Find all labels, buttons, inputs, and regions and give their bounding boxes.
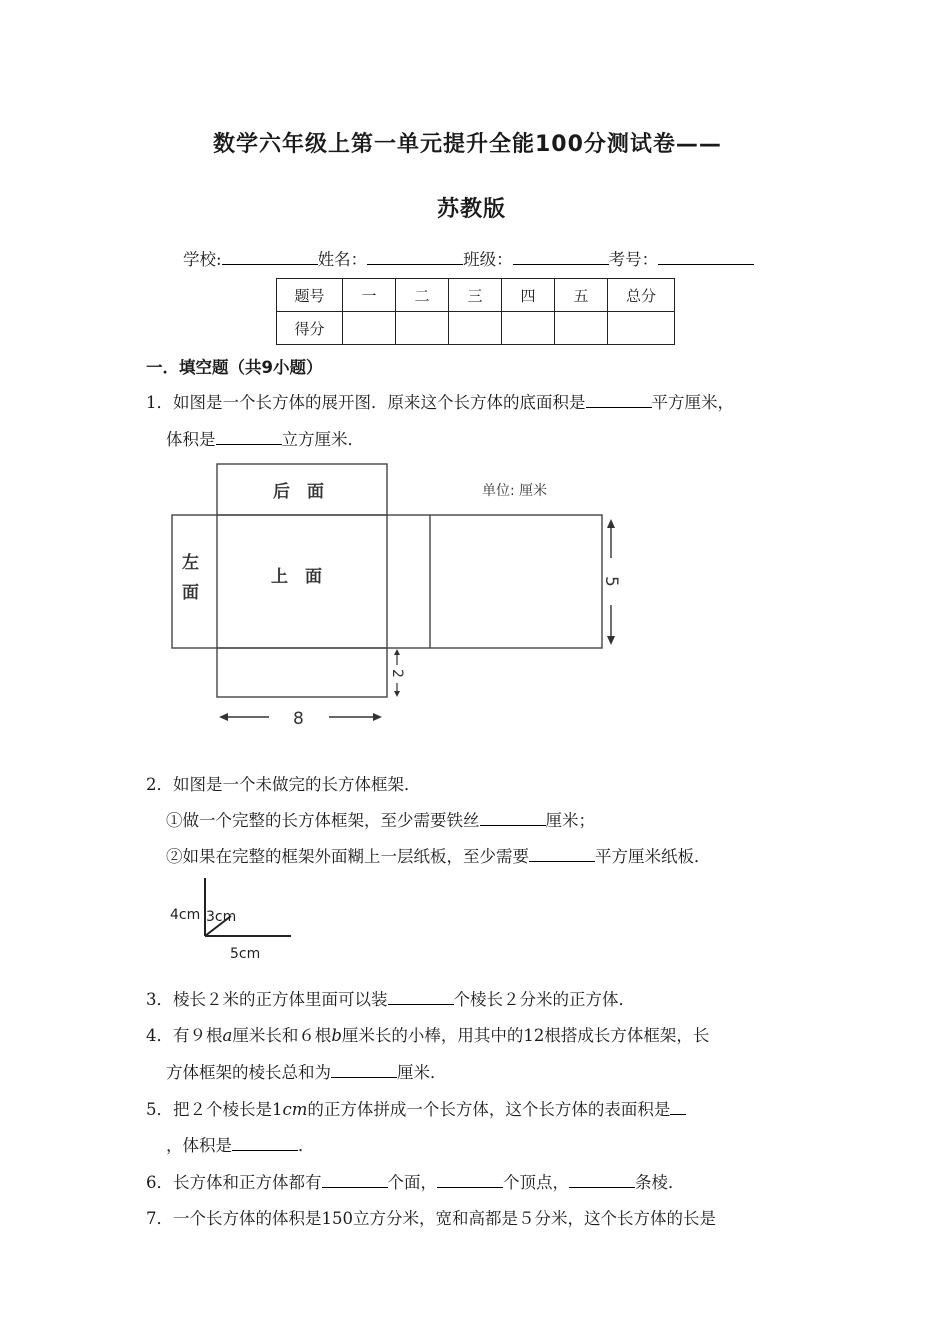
dim-label-width: 8	[293, 709, 304, 729]
q4-var-a: a	[222, 1026, 233, 1045]
name-label: 姓名：	[317, 250, 368, 269]
score-header-cell: 总分	[608, 279, 675, 312]
net-unit-label: 单位: 厘米	[482, 483, 548, 499]
frame-label-5cm: 5cm	[230, 946, 261, 962]
question-4-line-1	[146, 1022, 709, 1046]
q3-text-b: 个棱长２分米的正方体．	[453, 990, 635, 1009]
net-back-label: 后 面	[273, 482, 324, 502]
student-info-line	[183, 246, 754, 270]
q3-blank[interactable]	[388, 990, 454, 1005]
q2-text-c: ②如果在完整的框架外面糊上一层纸板，至少需要	[166, 847, 529, 866]
frame-label-3cm: 3cm	[206, 909, 237, 925]
q5-text-d: ．	[298, 1136, 315, 1155]
page-subtitle: 苏教版	[437, 197, 507, 222]
score-cell[interactable]	[396, 312, 449, 345]
score-header-cell: 四	[502, 279, 555, 312]
dim-label-depth: 2	[389, 669, 405, 678]
question-2-line-1: 2．如图是一个未做完的长方体框架．	[146, 775, 421, 794]
q1-blank-2[interactable]	[216, 430, 282, 445]
score-header-cell: 一	[343, 279, 396, 312]
q5-text-a: 5．把２个棱长是	[146, 1100, 272, 1119]
question-7: 7．一个长方体的体积是150立方分米，宽和高都是５分米，这个长方体的长是	[146, 1209, 716, 1228]
q2-text-d: 平方厘米纸板．	[595, 847, 711, 866]
score-header-cell: 题号	[277, 279, 343, 312]
q6-blank-3[interactable]	[569, 1173, 635, 1188]
frame-corner-figure	[165, 872, 300, 967]
school-field[interactable]	[222, 250, 318, 265]
number-field[interactable]	[658, 250, 754, 265]
net-left-label-1: 左	[182, 553, 199, 573]
question-2-line-3	[166, 843, 711, 867]
q2-blank-1[interactable]	[480, 811, 546, 826]
q2-text-a: ①做一个完整的长方体框架，至少需要铁丝	[166, 811, 480, 830]
score-header-cell: 三	[449, 279, 502, 312]
q6-text-c: 个顶点，	[503, 1173, 569, 1192]
q6-text-d: 条棱．	[635, 1173, 685, 1192]
q6-text-a: 6．长方体和正方体都有	[146, 1173, 322, 1192]
q1-text-c: 体积是	[166, 430, 216, 449]
frame-label-4cm: 4cm	[170, 907, 201, 923]
q1-text-a: 1．如图是一个长方体的展开图．原来这个长方体的底面积是	[146, 393, 586, 412]
score-table-header-row	[277, 279, 675, 312]
q4-text-a: 4．有９根	[146, 1026, 223, 1045]
score-table-score-row	[277, 312, 675, 345]
score-cell[interactable]	[608, 312, 675, 345]
score-header-cell: 五	[555, 279, 608, 312]
q2-text-b: 厘米；	[545, 811, 595, 830]
name-field[interactable]	[367, 250, 463, 265]
q1-text-d: 立方厘米．	[281, 430, 364, 449]
question-1-line-1	[146, 389, 734, 413]
q5-text-c: ，体积是	[166, 1136, 232, 1155]
q4-text-d: 方体框架的棱长总和为	[166, 1063, 331, 1082]
q4-text-e: 厘米．	[397, 1063, 447, 1082]
score-cell[interactable]	[343, 312, 396, 345]
question-2-line-2	[166, 807, 595, 831]
score-cell[interactable]	[449, 312, 502, 345]
net-top-label: 上 面	[271, 567, 322, 587]
q5-blank-1[interactable]	[670, 1100, 686, 1115]
score-table	[276, 278, 675, 345]
q3-text-a: 3．棱长２米的正方体里面可以装	[146, 990, 388, 1009]
section-heading: 一．填空题（共9小题）	[146, 358, 323, 377]
class-label: 班级：	[463, 250, 513, 269]
page-title: 数学六年级上第一单元提升全能100分测试卷——	[213, 132, 722, 157]
school-label: 学校:	[183, 250, 222, 269]
question-6	[146, 1169, 685, 1193]
q5-unit: cm	[282, 1100, 308, 1119]
cuboid-net-figure	[165, 455, 635, 740]
q5-unit-number: 1	[272, 1100, 283, 1119]
q6-text-b: 个面，	[387, 1173, 437, 1192]
q2-blank-2[interactable]	[529, 847, 595, 862]
q4-text-b: 厘米长和６根	[232, 1026, 332, 1045]
class-field[interactable]	[513, 250, 609, 265]
q6-blank-2[interactable]	[437, 1173, 503, 1188]
dim-label-height: 5	[601, 576, 621, 587]
q1-blank-1[interactable]	[586, 393, 652, 408]
score-row-label: 得分	[277, 312, 343, 345]
question-1-line-2	[166, 426, 364, 450]
question-5-line-2	[166, 1132, 315, 1156]
score-header-cell: 二	[396, 279, 449, 312]
q5-text-b: 的正方体拼成一个长方体，这个长方体的表面积是	[307, 1100, 671, 1119]
score-cell[interactable]	[502, 312, 555, 345]
number-label: 考号：	[608, 250, 659, 269]
q6-blank-1[interactable]	[322, 1173, 388, 1188]
q1-text-b: 平方厘米，	[651, 393, 734, 412]
score-cell[interactable]	[555, 312, 608, 345]
net-front-face	[217, 648, 387, 697]
net-left-label-2: 面	[182, 583, 199, 603]
q4-var-b: b	[331, 1026, 342, 1045]
q5-blank-2[interactable]	[232, 1136, 298, 1151]
q4-text-c: 厘米长的小棒，用其中的12根搭成长方体框架，长	[341, 1026, 710, 1045]
question-5-line-1	[146, 1096, 686, 1120]
question-4-line-2	[166, 1059, 447, 1083]
q4-blank[interactable]	[331, 1063, 397, 1078]
question-3	[146, 986, 635, 1010]
